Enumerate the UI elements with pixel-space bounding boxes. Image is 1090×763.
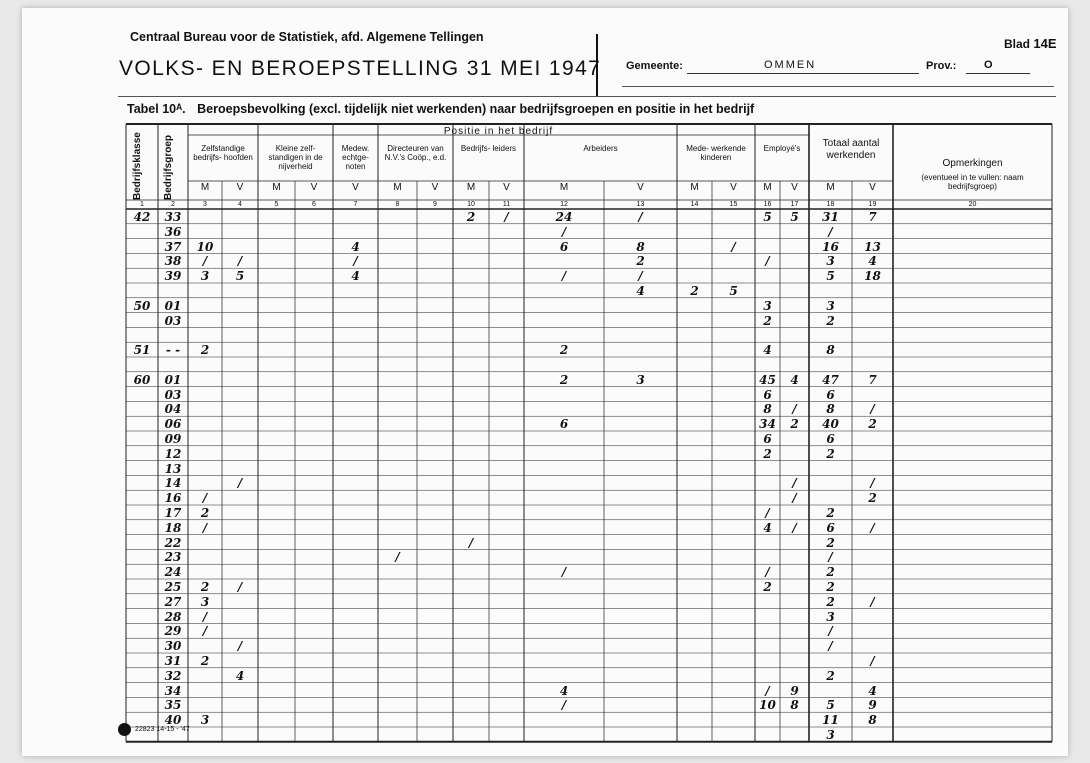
cell-value-col-16: /: [765, 506, 770, 520]
totaal-header: Totaal aantal werkenden: [822, 138, 880, 161]
cell-value-col-19: /: [870, 520, 875, 535]
column-number-6: 6: [312, 201, 316, 208]
mv-label-col-18: M: [826, 182, 835, 193]
gemeente-label: Gemeente:: [626, 60, 683, 72]
bedrijfsgroep-value: 12: [164, 446, 182, 461]
cell-value-col-19: 7: [868, 210, 877, 224]
bureau-heading: Centraal Bureau voor de Statistiek, afd. Algemene Tellingen: [130, 30, 484, 44]
column-number-18: 18: [826, 201, 835, 208]
group-header-2: Kleine zelf- standigen in de nijverheid: [268, 144, 323, 171]
bedrijfsgroep-value: 17: [164, 506, 182, 520]
bedrijfsgroep-value: 18: [164, 520, 182, 535]
column-number-16: 16: [763, 201, 772, 208]
mv-label-col-16: M: [763, 182, 772, 193]
cell-value-col-19: 8: [868, 713, 877, 728]
mv-label-col-6: V: [310, 182, 318, 193]
column-number-9: 9: [433, 201, 437, 208]
bedrijfsgroep-value: 23: [164, 550, 182, 565]
column-number-13: 13: [636, 201, 645, 208]
bedrijfsgroep-value: 03: [164, 313, 182, 328]
cell-value-col-18: 2: [826, 313, 835, 328]
cell-value-col-16: 4: [763, 520, 772, 535]
cell-value-col-19: 4: [868, 683, 877, 698]
bedrijfsgroep-value: 06: [164, 417, 182, 432]
bedrijfsgroep-value: 13: [164, 461, 182, 476]
column-number-2: 2: [171, 201, 175, 208]
cell-value-col-19: 2: [868, 491, 877, 506]
cell-value-col-17: /: [792, 402, 797, 417]
cell-value-col-18: 2: [826, 580, 835, 594]
cell-value-col-17: /: [792, 520, 797, 535]
cell-value-col-3: 2: [200, 343, 210, 358]
cell-value-col-18: 2: [826, 594, 835, 609]
cell-value-col-4: 5: [235, 269, 245, 284]
cell-value-col-3: 3: [200, 269, 210, 284]
cell-value-col-18: 31: [822, 210, 839, 224]
cell-value-col-3: 2: [200, 506, 210, 520]
cell-value-col-12: 2: [559, 343, 569, 358]
column-number-10: 10: [467, 201, 475, 208]
cell-value-col-18: 3: [826, 254, 835, 269]
bedrijfsgroep-value: 35: [164, 698, 182, 713]
mv-label-col-19: V: [869, 182, 876, 193]
cell-value-col-18: 6: [826, 432, 835, 446]
cell-value-col-3: 3: [200, 594, 210, 609]
cell-value-col-15: /: [731, 239, 736, 254]
cell-value-col-16: 6: [763, 387, 772, 402]
cell-value-col-16: /: [765, 254, 770, 269]
cell-value-col-18: 11: [822, 713, 839, 728]
cell-value-col-16: 2: [763, 313, 772, 328]
group-header-8: Employé's: [763, 144, 801, 153]
column-number-15: 15: [729, 201, 738, 208]
cell-value-col-10: 2: [466, 210, 476, 224]
bedrijfsklasse-value: 50: [133, 298, 151, 313]
bedrijfsgroep-value: 01: [164, 372, 182, 387]
mv-label-col-14: M: [690, 182, 699, 193]
cell-value-col-18: 2: [826, 668, 835, 683]
mv-label-col-4: V: [236, 182, 244, 193]
cell-value-col-18: 2: [826, 535, 835, 550]
cell-value-col-13: 2: [636, 254, 645, 269]
cell-value-col-13: 4: [636, 284, 645, 298]
print-footer: [118, 723, 190, 736]
cell-value-col-18: 47: [822, 372, 839, 387]
cell-value-col-17: 8: [790, 698, 799, 713]
cell-value-col-18: 3: [826, 728, 835, 742]
group-header-4: Directeuren van N.V.'s Coöp., e.d.: [384, 144, 447, 162]
cell-value-col-18: 8: [826, 402, 835, 417]
print-code: 22823 14-15 - '47: [135, 726, 190, 733]
mv-label-col-8: M: [393, 182, 402, 193]
bedrijfsgroep-value: 24: [164, 565, 182, 580]
cell-value-col-19: 13: [864, 239, 881, 254]
bedrijfsgroep-value: 38: [164, 254, 182, 269]
table-label: Tabel 10ᴬ.: [127, 102, 186, 116]
cell-value-col-3: /: [202, 491, 208, 506]
cell-value-col-16: 34: [759, 417, 776, 432]
cell-value-col-12: /: [561, 565, 567, 580]
cell-value-col-18: 3: [826, 298, 835, 313]
bedrijfsgroep-value: 30: [164, 639, 182, 654]
cell-value-col-14: 2: [690, 284, 699, 298]
cell-value-col-16: 2: [763, 580, 772, 594]
cell-value-col-19: /: [870, 594, 875, 609]
cell-value-col-18: 6: [826, 387, 835, 402]
cell-value-col-19: 18: [864, 269, 881, 284]
mv-label-col-10: M: [466, 182, 476, 193]
cell-value-col-12: 2: [559, 372, 569, 387]
cell-value-col-18: 2: [826, 446, 835, 461]
column-number-12: 12: [560, 201, 568, 208]
cell-value-col-4: /: [237, 254, 243, 269]
cell-value-col-7: /: [353, 254, 358, 269]
prov-value: O: [984, 59, 993, 71]
bedrijfsgroep-value: 09: [164, 432, 182, 446]
column-number-3: 3: [203, 201, 207, 208]
cell-value-col-12: /: [561, 698, 567, 713]
cell-value-col-11: /: [504, 210, 509, 224]
bedrijfsgroep-value: 28: [164, 609, 182, 624]
group-header-5: Bedrijfs- leiders: [460, 144, 517, 153]
cell-value-col-12: /: [561, 224, 567, 239]
group-header-1: Zelfstandige bedrijfs- hoofden: [193, 144, 253, 162]
cell-value-col-17: 2: [790, 417, 799, 432]
cell-value-col-4: /: [237, 476, 243, 491]
cell-value-col-3: 2: [200, 580, 210, 594]
cell-value-col-16: 10: [759, 698, 776, 713]
mv-label-col-9: V: [431, 182, 439, 193]
cell-value-col-13: /: [638, 210, 643, 224]
cell-value-col-18: /: [828, 550, 833, 565]
opmerkingen-subheader: (eventueel in te vullen: naam bedrijfsgroep): [921, 173, 1024, 191]
cell-value-col-8: /: [395, 550, 400, 565]
bedrijfsgroep-value: 04: [164, 402, 182, 417]
cell-value-col-13: /: [638, 269, 643, 284]
bedrijfsgroep-value: 01: [164, 298, 182, 313]
cell-value-col-19: /: [870, 402, 875, 417]
printer-seal-icon: [118, 723, 131, 736]
column-number-5: 5: [274, 201, 279, 208]
opmerkingen-header: Opmerkingen: [942, 158, 1003, 169]
cell-value-col-4: /: [237, 639, 243, 654]
mv-label-col-17: V: [791, 182, 798, 193]
cell-value-col-17: /: [792, 476, 797, 491]
bedrijfsgroep-value: 40: [164, 713, 182, 728]
cell-value-col-13: 3: [636, 372, 645, 387]
cell-value-col-16: /: [765, 565, 770, 580]
table-title: Beroepsbevolking (excl. tijdelijk niet werkenden) naar bedrijfsgroepen en positie in het bedrijf: [197, 102, 755, 116]
cell-value-col-18: 2: [826, 506, 835, 520]
column-number-4: 4: [238, 201, 242, 208]
cell-value-col-12: 6: [559, 417, 569, 432]
cell-value-col-16: 2: [763, 446, 772, 461]
cell-value-col-16: /: [765, 683, 770, 698]
cell-value-col-18: /: [828, 624, 833, 639]
cell-value-col-3: 10: [196, 239, 214, 254]
cell-value-col-17: /: [792, 491, 797, 506]
census-title: VOLKS- EN BEROEPSTELLING 31 MEI 1947: [119, 57, 602, 80]
bedrijfsgroep-value: 39: [164, 269, 182, 284]
group-header-7: Mede- werkende kinderen: [686, 144, 746, 162]
blad-label: Blad: [1004, 37, 1031, 51]
column-number-7: 7: [353, 201, 358, 208]
cell-value-col-19: 4: [868, 254, 877, 269]
bedrijfsgroep-value: 32: [164, 668, 182, 683]
cell-value-col-3: 2: [200, 654, 210, 668]
bedrijfsgroep-value: 14: [164, 476, 182, 491]
cell-value-col-7: 4: [351, 239, 360, 254]
group-header-3: Medew. echtge- noten: [341, 144, 370, 171]
prov-label: Prov.:: [926, 60, 957, 72]
cell-value-col-13: 8: [636, 239, 645, 254]
mv-label-col-11: V: [503, 182, 510, 193]
cell-value-col-18: 2: [826, 565, 835, 580]
bedrijfsgroep-value: 36: [164, 224, 182, 239]
cell-value-col-18: /: [828, 224, 833, 239]
cell-value-col-18: 5: [826, 269, 835, 284]
cell-value-col-19: 2: [868, 417, 877, 432]
bedrijfsklasse-value: 51: [133, 343, 151, 358]
mv-label-col-13: V: [637, 182, 644, 193]
cell-value-col-16: 5: [763, 210, 772, 224]
cell-value-col-18: 3: [826, 609, 835, 624]
cell-value-col-4: 4: [235, 668, 245, 683]
cell-value-col-16: 4: [763, 343, 772, 358]
cell-value-col-18: 8: [826, 343, 835, 358]
bedrijfsgroep-value: 37: [164, 239, 182, 254]
cell-value-col-12: 24: [555, 210, 573, 224]
column-number-11: 11: [502, 201, 511, 208]
cell-value-col-19: /: [870, 476, 875, 491]
form-sheet: [22, 8, 1068, 756]
cell-value-col-3: 3: [200, 713, 210, 728]
blad-number: 14E: [1033, 36, 1057, 51]
bedrijfsgroep-header: Bedrijfsgroep: [163, 134, 174, 200]
cell-value-col-12: 4: [559, 683, 569, 698]
cell-value-col-16: 45: [759, 372, 776, 387]
bedrijfsgroep-value: 29: [164, 624, 182, 639]
column-number-14: 14: [690, 201, 699, 208]
mv-label-col-15: V: [730, 182, 737, 193]
cell-value-col-19: 9: [868, 698, 877, 713]
group-header-6: Arbeiders: [583, 144, 618, 153]
cell-value-col-15: 5: [729, 284, 738, 298]
cell-value-col-16: 6: [763, 432, 772, 446]
bedrijfsgroep-value: 25: [164, 580, 182, 594]
gemeente-value: OMMEN: [764, 59, 817, 71]
cell-value-col-3: /: [202, 520, 208, 535]
mv-label-col-7: V: [352, 182, 359, 193]
cell-value-col-18: 5: [826, 698, 835, 713]
column-number-20: 20: [968, 201, 977, 208]
cell-value-col-12: /: [561, 269, 567, 284]
cell-value-col-16: 3: [763, 298, 772, 313]
bedrijfsgroep-value: 03: [164, 387, 182, 402]
bedrijfsklasse-value: 60: [133, 372, 151, 387]
bedrijfsgroep-value: 33: [164, 210, 182, 224]
cell-value-col-7: 4: [351, 269, 360, 284]
cell-value-col-12: 6: [559, 239, 569, 254]
bedrijfsgroep-value: 34: [164, 683, 182, 698]
cell-value-col-19: 7: [868, 372, 877, 387]
cell-value-col-18: 16: [822, 239, 839, 254]
mv-label-col-5: M: [272, 182, 281, 193]
column-number-1: 1: [140, 201, 144, 208]
cell-value-col-3: /: [202, 254, 208, 269]
column-number-17: 17: [790, 201, 799, 208]
bedrijfsgroep-value: 22: [164, 535, 182, 550]
column-number-19: 19: [868, 201, 877, 208]
positie-header: Positie in het bedrijf: [443, 126, 554, 137]
mv-label-col-12: M: [559, 182, 569, 193]
bedrijfsgroep-value: - -: [165, 343, 181, 358]
bedrijfsgroep-value: 31: [164, 654, 182, 668]
bedrijfsgroep-value: 16: [164, 491, 182, 506]
bedrijfsklasse-header: Bedrijfsklasse: [132, 132, 143, 200]
cell-value-col-18: 6: [826, 520, 835, 535]
cell-value-col-18: 40: [822, 417, 839, 432]
mv-label-col-3: M: [200, 182, 210, 193]
bedrijfsklasse-value: 42: [133, 210, 151, 224]
column-number-8: 8: [395, 201, 400, 208]
cell-value-col-3: /: [202, 624, 208, 639]
cell-value-col-17: 5: [790, 210, 799, 224]
cell-value-col-10: /: [468, 535, 474, 550]
cell-value-col-17: 9: [790, 683, 799, 698]
cell-value-col-3: /: [202, 609, 208, 624]
cell-value-col-19: /: [870, 654, 875, 668]
cell-value-col-4: /: [237, 580, 243, 594]
cell-value-col-17: 4: [790, 372, 799, 387]
cell-value-col-18: /: [828, 639, 833, 654]
cell-value-col-16: 8: [763, 402, 772, 417]
bedrijfsgroep-value: 27: [164, 594, 182, 609]
